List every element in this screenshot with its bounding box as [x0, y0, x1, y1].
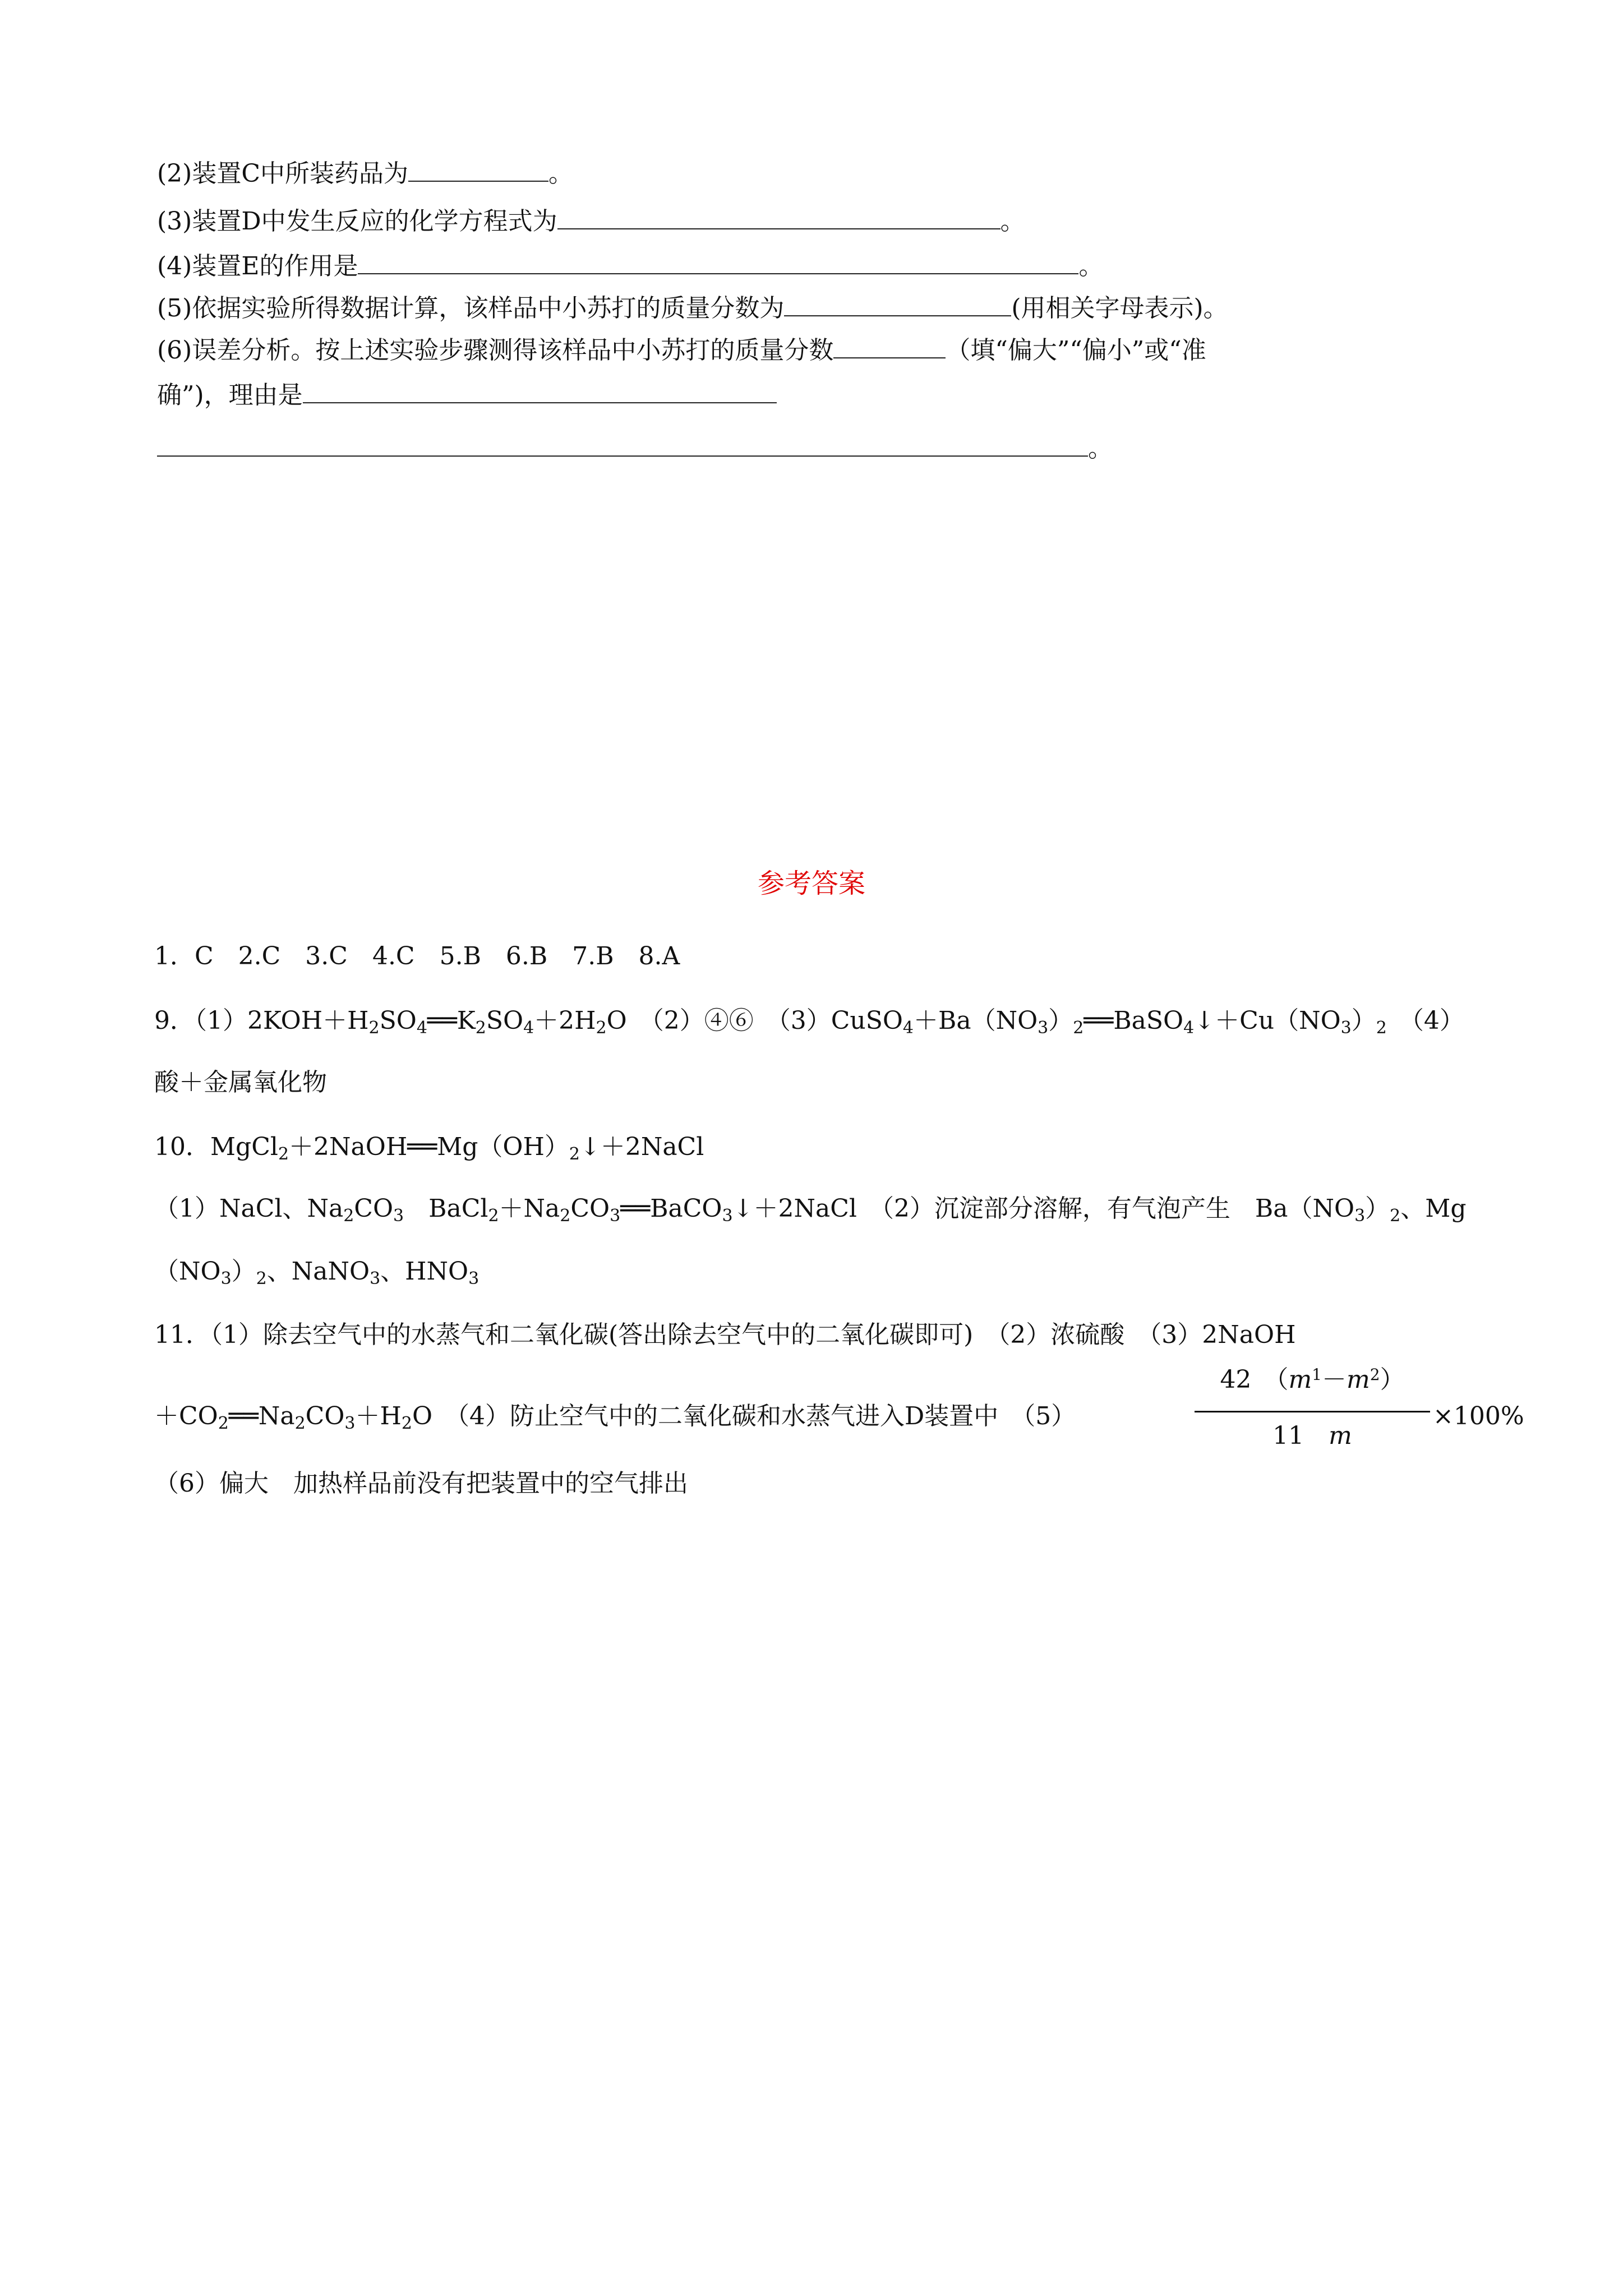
question-6: (6)误差分析。按上述实验步骤测得该样品中小苏打的质量分数 （填“偏大”“偏小”或“准: [157, 333, 1206, 367]
answer-10-line-1: （1）NaCl、$Na_2CO_3$ $BaCl_2+Na_2CO_3══BaCO_3↓+2NaCl$ （2）沉淀部分溶解，有气泡产生 $Ba(NO_3)_2$、Mg: [154, 1194, 1467, 1226]
answer-blank: [303, 378, 777, 403]
answer-11-line-3: （6）偏大 加热样品前没有把装置中的空气排出: [154, 1469, 688, 1498]
question-6-continued: 确”)，理由是: [157, 378, 777, 412]
question-5: (5)依据实验所得数据计算，该样品中小苏打的质量分数为 (用相关字母表示)。: [157, 291, 1228, 325]
answer-11-line-2: $+CO_2══Na_2CO_3+H_2O$ （4）防止空气中的二氧化碳和水蒸气进入D装置中 （5）: [154, 1402, 1076, 1433]
question-2: (2)装置C中所装药品为 。: [157, 156, 573, 191]
answer-blank: [157, 431, 1088, 457]
answer-blank: [833, 333, 946, 358]
answer-10: 10．$MgCl_2+2NaOH══Mg(OH)_2↓+2NaCl$: [154, 1133, 704, 1164]
answers-heading: 参考答案: [757, 868, 865, 899]
answer-blank: [358, 249, 1078, 274]
mass-fraction-formula: [1195, 1363, 1430, 1458]
question-4: (4)装置E的作用是 。: [157, 249, 1103, 283]
answers-1-to-8: 1．C 2.C 3.C 4.C 5.B 6.B 7.B 8.A: [154, 942, 680, 970]
question-3: (3)装置D中发生反应的化学方程式为 。: [157, 204, 1025, 238]
question-6-reason-line: 。: [157, 431, 1113, 466]
fraction-denominator: 11 m: [1272, 1421, 1352, 1450]
fraction-numerator: 42 $(m^1-m^2)$: [1220, 1365, 1405, 1394]
answer-11: 11．（1）除去空气中的水蒸气和二氧化碳(答出除去空气中的二氧化碳即可) （2）浓硫酸 （3）2NaOH: [154, 1320, 1296, 1349]
fraction-bar: [1195, 1411, 1430, 1412]
answer-blank: [408, 156, 548, 182]
answer-blank: [784, 291, 1011, 316]
answer-blank: [557, 204, 1000, 229]
answer-9-line-2: 酸＋金属氧化物: [154, 1068, 327, 1097]
answer-9: 9．$(1)2KOH+H_2SO_4══K_2SO_4+2H_2O$ （2）④⑥ $(3)CuSO_4+Ba(NO_3)_2══BaSO_4↓+Cu(NO_3)_2$ （4）: [154, 1006, 1464, 1038]
fraction-multiplier: ×100%: [1433, 1402, 1524, 1430]
answer-10-line-2: $(NO_3)_2$、NaNO$_3$、$HNO_3$: [154, 1257, 479, 1289]
